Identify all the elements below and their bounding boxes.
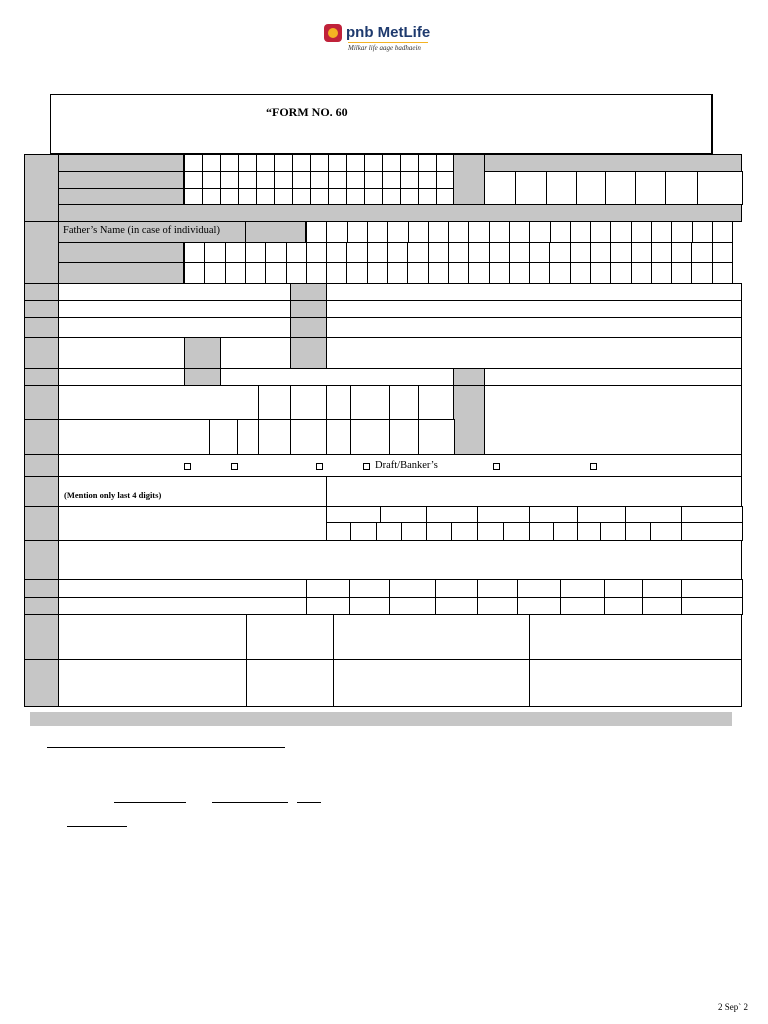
char-box[interactable] bbox=[328, 171, 347, 189]
number-box[interactable] bbox=[237, 419, 259, 455]
date-year-line bbox=[297, 802, 321, 803]
char-box[interactable] bbox=[202, 188, 221, 205]
char-box[interactable] bbox=[184, 171, 203, 189]
char-box[interactable] bbox=[692, 221, 713, 243]
label-cell bbox=[58, 262, 184, 284]
logo-tagline: Milkar life aage badhaein bbox=[348, 44, 421, 52]
char-box[interactable] bbox=[256, 188, 275, 205]
char-box[interactable] bbox=[550, 221, 571, 243]
id-box[interactable] bbox=[529, 522, 554, 541]
row-number-cell bbox=[24, 337, 59, 369]
char-box[interactable] bbox=[529, 221, 551, 243]
telephone-field[interactable] bbox=[58, 368, 185, 386]
char-box[interactable] bbox=[712, 221, 733, 243]
label-cell bbox=[184, 368, 221, 386]
char-box[interactable] bbox=[549, 242, 571, 263]
id-box[interactable] bbox=[529, 506, 578, 523]
number-box[interactable] bbox=[326, 419, 351, 455]
id-box[interactable] bbox=[326, 506, 381, 523]
transaction-amount-field[interactable] bbox=[484, 385, 742, 455]
section-header-bar bbox=[58, 204, 742, 222]
char-box[interactable] bbox=[204, 262, 226, 284]
char-box[interactable] bbox=[346, 242, 368, 263]
char-box[interactable] bbox=[408, 221, 429, 243]
char-box[interactable] bbox=[529, 262, 550, 284]
page-footer: 2 Sep` 2 bbox=[718, 1002, 748, 1012]
address-field[interactable] bbox=[326, 317, 742, 338]
row-number-cell bbox=[24, 283, 59, 301]
char-box[interactable] bbox=[387, 262, 408, 284]
id-box[interactable] bbox=[577, 522, 601, 541]
amount-box[interactable] bbox=[517, 579, 561, 598]
amount-box[interactable] bbox=[306, 597, 350, 615]
date-box[interactable] bbox=[418, 385, 455, 420]
label-cell bbox=[453, 368, 485, 386]
id-box[interactable] bbox=[681, 522, 743, 541]
number-box[interactable] bbox=[418, 419, 455, 455]
date-box[interactable] bbox=[389, 385, 419, 420]
char-box[interactable] bbox=[184, 262, 205, 284]
label-cell bbox=[290, 317, 327, 338]
char-box[interactable] bbox=[468, 262, 490, 284]
char-box[interactable] bbox=[367, 221, 388, 243]
document-field[interactable] bbox=[246, 614, 334, 660]
char-box[interactable] bbox=[306, 262, 327, 284]
char-box[interactable] bbox=[220, 188, 239, 205]
income-field[interactable] bbox=[58, 579, 307, 598]
verification-section-bar bbox=[30, 712, 732, 726]
char-box[interactable] bbox=[570, 221, 591, 243]
amount-box[interactable] bbox=[517, 597, 561, 615]
row-number-cell bbox=[24, 317, 59, 338]
date-box[interactable] bbox=[665, 171, 698, 205]
amount-box[interactable] bbox=[389, 579, 436, 598]
details-field[interactable] bbox=[58, 540, 742, 580]
row-number-cell bbox=[24, 579, 59, 598]
char-box[interactable] bbox=[489, 221, 510, 243]
last-digits-note: (Mention only last 4 digits) bbox=[64, 490, 162, 500]
mobile-field[interactable] bbox=[220, 368, 454, 386]
char-box[interactable] bbox=[671, 221, 693, 243]
char-box[interactable] bbox=[448, 242, 469, 263]
row-number-cell bbox=[24, 154, 59, 222]
char-box[interactable] bbox=[245, 262, 266, 284]
char-box[interactable] bbox=[651, 221, 672, 243]
amount-box[interactable] bbox=[560, 597, 605, 615]
date-box[interactable] bbox=[350, 385, 390, 420]
label-cell bbox=[453, 154, 485, 205]
row-number-cell bbox=[24, 300, 59, 318]
char-box[interactable] bbox=[712, 242, 733, 263]
char-box[interactable] bbox=[292, 154, 311, 172]
char-box[interactable] bbox=[448, 262, 469, 284]
income-field[interactable] bbox=[58, 597, 307, 615]
amount-box[interactable] bbox=[681, 579, 743, 598]
pin-code-field[interactable] bbox=[326, 337, 742, 369]
place-line bbox=[67, 826, 127, 827]
char-box[interactable] bbox=[428, 262, 449, 284]
char-box[interactable] bbox=[220, 171, 239, 189]
date-box[interactable] bbox=[484, 171, 516, 205]
char-box[interactable] bbox=[407, 242, 429, 263]
char-box[interactable] bbox=[712, 262, 733, 284]
amount-box[interactable] bbox=[560, 579, 605, 598]
label-cell bbox=[453, 385, 485, 455]
amount-field[interactable] bbox=[484, 368, 742, 386]
char-box[interactable] bbox=[292, 171, 311, 189]
label-cell bbox=[58, 171, 184, 189]
row-number-cell bbox=[24, 385, 59, 420]
char-box[interactable] bbox=[346, 188, 365, 205]
row-number-cell bbox=[24, 540, 59, 580]
char-box[interactable] bbox=[610, 221, 632, 243]
char-box[interactable] bbox=[310, 188, 329, 205]
label-cell bbox=[58, 154, 184, 172]
char-box[interactable] bbox=[387, 242, 408, 263]
char-box[interactable] bbox=[310, 154, 329, 172]
label-cell bbox=[245, 221, 306, 243]
char-box[interactable] bbox=[671, 242, 692, 263]
char-box[interactable] bbox=[184, 242, 205, 263]
label-cell bbox=[58, 242, 184, 263]
char-box[interactable] bbox=[265, 242, 287, 263]
char-box[interactable] bbox=[509, 242, 530, 263]
char-box[interactable] bbox=[347, 221, 368, 243]
id-box[interactable] bbox=[376, 522, 402, 541]
char-box[interactable] bbox=[286, 242, 307, 263]
date-box[interactable] bbox=[635, 171, 666, 205]
char-box[interactable] bbox=[292, 188, 311, 205]
char-box[interactable] bbox=[691, 242, 713, 263]
char-box[interactable] bbox=[631, 221, 652, 243]
char-box[interactable] bbox=[590, 221, 611, 243]
char-box[interactable] bbox=[274, 154, 293, 172]
amount-box[interactable] bbox=[642, 597, 682, 615]
date-of-birth-header bbox=[484, 154, 742, 172]
id-box[interactable] bbox=[401, 522, 427, 541]
char-box[interactable] bbox=[346, 171, 365, 189]
char-box[interactable] bbox=[407, 262, 429, 284]
row-number-cell bbox=[24, 476, 59, 507]
amount-box[interactable] bbox=[477, 597, 518, 615]
char-box[interactable] bbox=[265, 262, 287, 284]
char-box[interactable] bbox=[364, 188, 383, 205]
form-title: “FORM NO. 60 bbox=[266, 105, 348, 119]
char-box[interactable] bbox=[418, 171, 437, 189]
document-field[interactable] bbox=[529, 659, 742, 707]
document-field[interactable] bbox=[529, 614, 742, 660]
id-box[interactable] bbox=[625, 522, 651, 541]
document-field[interactable] bbox=[58, 614, 247, 660]
char-box[interactable] bbox=[184, 154, 203, 172]
amount-box[interactable] bbox=[349, 597, 390, 615]
date-box[interactable] bbox=[258, 385, 291, 420]
char-box[interactable] bbox=[570, 242, 591, 263]
row-number-cell bbox=[24, 614, 59, 660]
char-box[interactable] bbox=[489, 242, 510, 263]
char-box[interactable] bbox=[274, 171, 293, 189]
row-number-cell bbox=[24, 221, 59, 284]
number-box[interactable] bbox=[350, 419, 390, 455]
payment-mode-checkbox[interactable] bbox=[316, 463, 323, 470]
id-box[interactable] bbox=[503, 522, 530, 541]
aadhaar-value-field[interactable] bbox=[326, 476, 742, 507]
row-number-cell bbox=[24, 597, 59, 615]
payment-mode-draft-label: Draft/Banker’s bbox=[375, 460, 438, 471]
char-box[interactable] bbox=[382, 154, 401, 172]
amount-box[interactable] bbox=[435, 579, 478, 598]
char-box[interactable] bbox=[204, 242, 226, 263]
row-number-cell bbox=[24, 454, 59, 477]
id-box[interactable] bbox=[577, 506, 626, 523]
char-box[interactable] bbox=[382, 171, 401, 189]
label-cell bbox=[290, 300, 327, 318]
char-box[interactable] bbox=[428, 221, 449, 243]
char-box[interactable] bbox=[590, 242, 611, 263]
address-field[interactable] bbox=[58, 317, 291, 338]
date-box[interactable] bbox=[515, 171, 547, 205]
amount-box[interactable] bbox=[642, 579, 682, 598]
char-box[interactable] bbox=[418, 188, 437, 205]
id-box[interactable] bbox=[426, 506, 478, 523]
document-field[interactable] bbox=[58, 659, 247, 707]
id-box[interactable] bbox=[477, 522, 504, 541]
payment-mode-checkbox[interactable] bbox=[184, 463, 191, 470]
amount-box[interactable] bbox=[604, 579, 643, 598]
transaction-field[interactable] bbox=[58, 385, 259, 420]
char-box[interactable] bbox=[274, 188, 293, 205]
payment-mode-checkbox[interactable] bbox=[231, 463, 238, 470]
id-box[interactable] bbox=[625, 506, 682, 523]
signature-line bbox=[47, 747, 285, 748]
row-number-cell bbox=[24, 368, 59, 386]
number-box[interactable] bbox=[389, 419, 419, 455]
id-box[interactable] bbox=[451, 522, 478, 541]
amount-box[interactable] bbox=[477, 579, 518, 598]
number-box[interactable] bbox=[258, 419, 291, 455]
char-box[interactable] bbox=[367, 262, 388, 284]
char-box[interactable] bbox=[428, 242, 449, 263]
identity-field[interactable] bbox=[58, 506, 327, 541]
row-number-cell bbox=[24, 419, 59, 455]
char-box[interactable] bbox=[448, 221, 469, 243]
char-box[interactable] bbox=[306, 242, 327, 263]
address-field[interactable] bbox=[326, 283, 742, 301]
char-box[interactable] bbox=[631, 262, 652, 284]
logo-wordmark: pnb MetLife bbox=[346, 24, 431, 41]
char-box[interactable] bbox=[400, 171, 419, 189]
char-box[interactable] bbox=[549, 262, 571, 284]
char-box[interactable] bbox=[184, 188, 203, 205]
row-number-cell bbox=[24, 506, 59, 541]
char-box[interactable] bbox=[610, 262, 632, 284]
char-box[interactable] bbox=[328, 154, 347, 172]
row-number-cell bbox=[24, 659, 59, 707]
date-box[interactable] bbox=[605, 171, 636, 205]
char-box[interactable] bbox=[468, 221, 490, 243]
id-box[interactable] bbox=[681, 506, 743, 523]
char-box[interactable] bbox=[326, 221, 348, 243]
label-cell bbox=[58, 188, 184, 205]
char-box[interactable] bbox=[364, 154, 383, 172]
char-box[interactable] bbox=[651, 242, 672, 263]
char-box[interactable] bbox=[651, 262, 672, 284]
document-field[interactable] bbox=[246, 659, 334, 707]
char-box[interactable] bbox=[238, 188, 257, 205]
number-box[interactable] bbox=[209, 419, 238, 455]
address-field[interactable] bbox=[58, 300, 291, 318]
char-box[interactable] bbox=[400, 188, 419, 205]
char-box[interactable] bbox=[245, 242, 266, 263]
fathers-name-label: Father’s Name (in case of individual) bbox=[63, 225, 220, 236]
char-box[interactable] bbox=[387, 221, 409, 243]
char-box[interactable] bbox=[489, 262, 510, 284]
id-box[interactable] bbox=[380, 506, 427, 523]
date-box[interactable] bbox=[326, 385, 351, 420]
char-box[interactable] bbox=[418, 154, 437, 172]
label-cell bbox=[290, 337, 327, 369]
amount-box[interactable] bbox=[681, 597, 743, 615]
date-box[interactable] bbox=[576, 171, 606, 205]
id-box[interactable] bbox=[426, 522, 452, 541]
char-box[interactable] bbox=[509, 262, 530, 284]
payment-mode-row bbox=[58, 454, 742, 477]
char-box[interactable] bbox=[306, 221, 327, 243]
char-box[interactable] bbox=[202, 154, 221, 172]
document-field[interactable] bbox=[333, 614, 530, 660]
id-box[interactable] bbox=[553, 522, 578, 541]
char-box[interactable] bbox=[328, 188, 347, 205]
fathers-name-label-cell bbox=[58, 221, 246, 243]
date-box[interactable] bbox=[546, 171, 577, 205]
number-box[interactable] bbox=[290, 419, 327, 455]
id-box[interactable] bbox=[477, 506, 530, 523]
address-field[interactable] bbox=[326, 300, 742, 318]
payment-mode-checkbox[interactable] bbox=[493, 463, 500, 470]
char-box[interactable] bbox=[225, 262, 246, 284]
id-box[interactable] bbox=[326, 522, 351, 541]
label-cell bbox=[184, 337, 221, 369]
char-box[interactable] bbox=[286, 262, 307, 284]
char-box[interactable] bbox=[225, 242, 246, 263]
amount-box[interactable] bbox=[604, 597, 643, 615]
date-box[interactable] bbox=[290, 385, 327, 420]
char-box[interactable] bbox=[400, 154, 419, 172]
amount-box[interactable] bbox=[435, 597, 478, 615]
district-field[interactable] bbox=[58, 337, 185, 369]
char-box[interactable] bbox=[238, 154, 257, 172]
char-box[interactable] bbox=[326, 262, 347, 284]
id-box[interactable] bbox=[350, 522, 377, 541]
char-box[interactable] bbox=[590, 262, 611, 284]
state-field[interactable] bbox=[220, 337, 291, 369]
char-box[interactable] bbox=[691, 262, 713, 284]
char-box[interactable] bbox=[310, 171, 329, 189]
char-box[interactable] bbox=[367, 242, 388, 263]
payment-mode-checkbox[interactable] bbox=[590, 463, 597, 470]
date-month-line bbox=[212, 802, 288, 803]
aadhaar-field[interactable] bbox=[58, 476, 327, 507]
char-box[interactable] bbox=[468, 242, 490, 263]
char-box[interactable] bbox=[256, 171, 275, 189]
char-box[interactable] bbox=[570, 262, 591, 284]
payment-mode-checkbox-draft[interactable] bbox=[363, 463, 370, 470]
char-box[interactable] bbox=[326, 242, 347, 263]
transaction-field[interactable] bbox=[58, 419, 210, 455]
char-box[interactable] bbox=[346, 262, 368, 284]
amount-box[interactable] bbox=[389, 597, 436, 615]
char-box[interactable] bbox=[364, 171, 383, 189]
char-box[interactable] bbox=[220, 154, 239, 172]
char-box[interactable] bbox=[631, 242, 652, 263]
date-box[interactable] bbox=[697, 171, 743, 205]
amount-box[interactable] bbox=[349, 579, 390, 598]
amount-box[interactable] bbox=[306, 579, 350, 598]
id-box[interactable] bbox=[600, 522, 626, 541]
char-box[interactable] bbox=[238, 171, 257, 189]
char-box[interactable] bbox=[529, 242, 550, 263]
label-cell bbox=[290, 283, 327, 301]
char-box[interactable] bbox=[202, 171, 221, 189]
char-box[interactable] bbox=[382, 188, 401, 205]
char-box[interactable] bbox=[671, 262, 692, 284]
id-box[interactable] bbox=[650, 522, 682, 541]
char-box[interactable] bbox=[509, 221, 530, 243]
char-box[interactable] bbox=[346, 154, 365, 172]
char-box[interactable] bbox=[610, 242, 632, 263]
date-day-line bbox=[114, 802, 186, 803]
document-field[interactable] bbox=[333, 659, 530, 707]
address-field[interactable] bbox=[58, 283, 291, 301]
char-box[interactable] bbox=[256, 154, 275, 172]
